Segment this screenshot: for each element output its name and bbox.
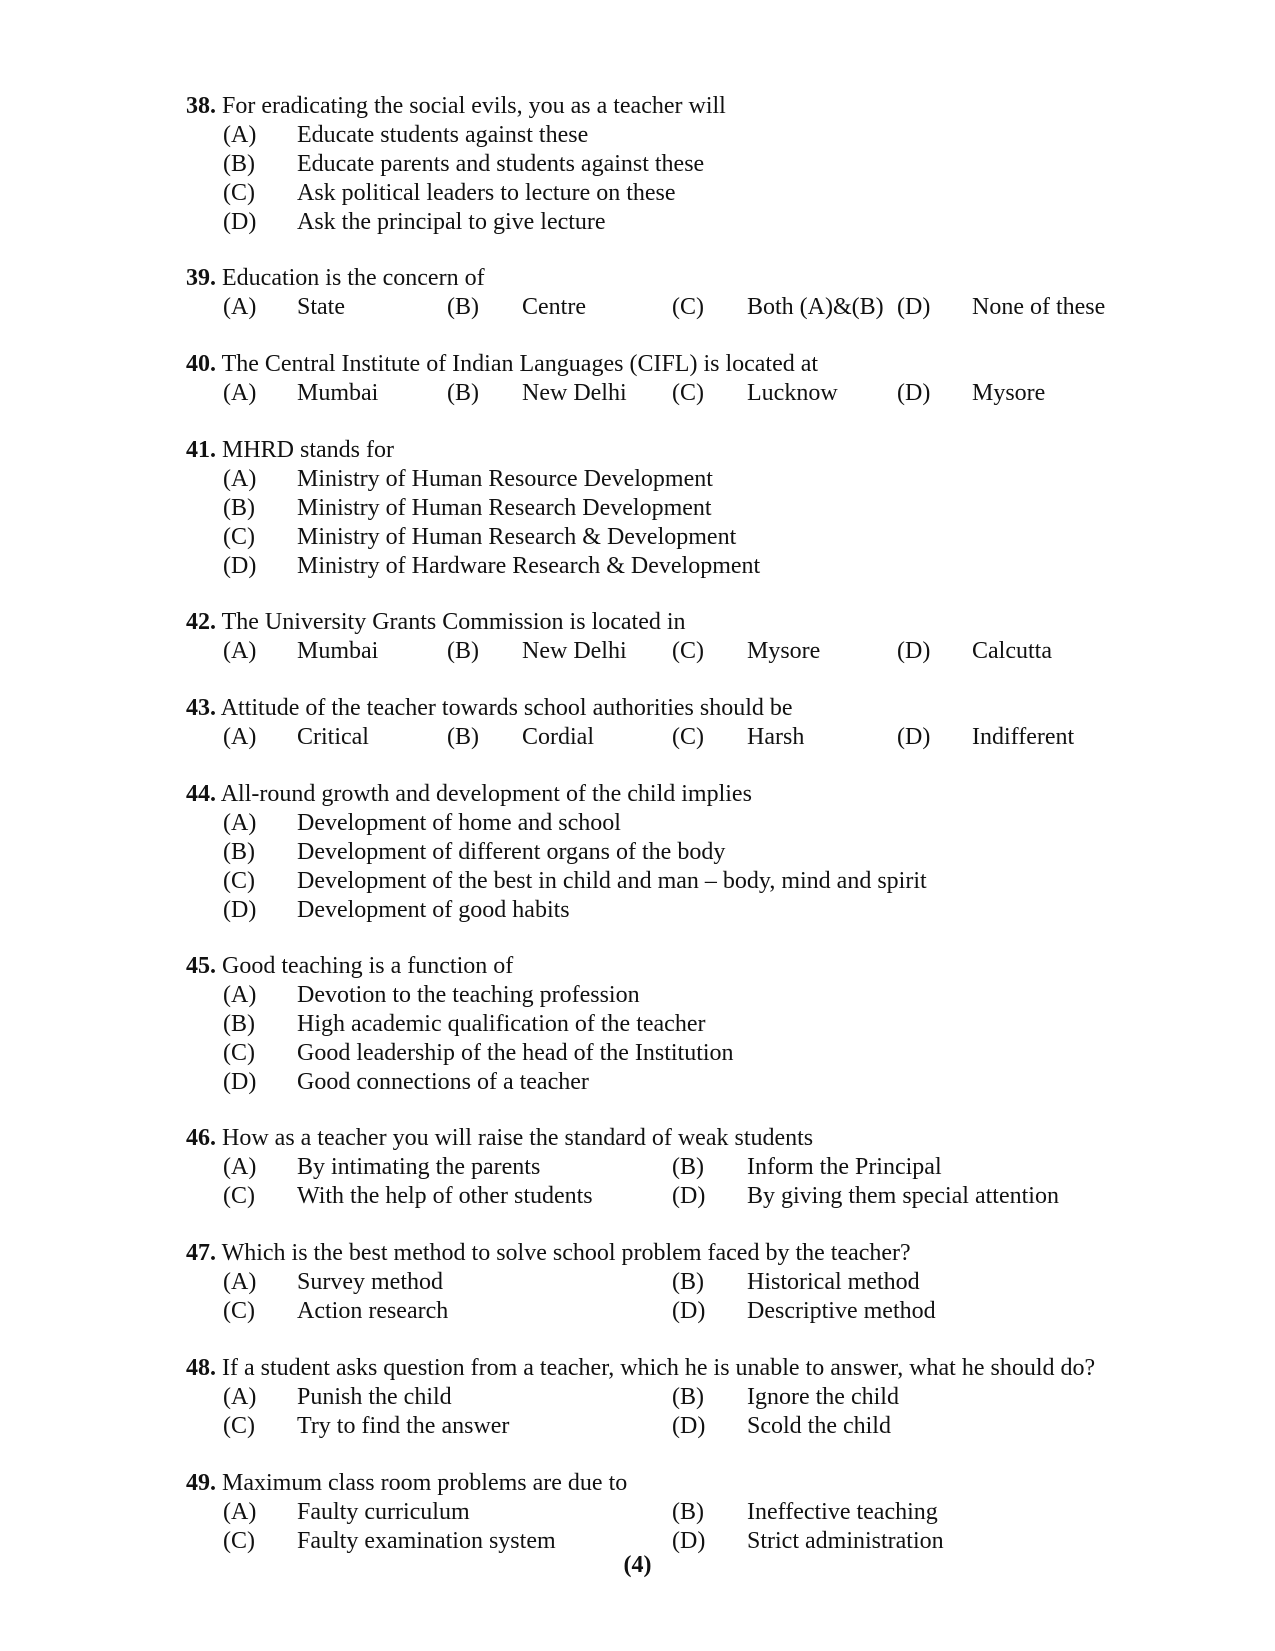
options-row xyxy=(186,293,1246,322)
option-label: (B) xyxy=(223,839,255,865)
option-label: (D) xyxy=(897,380,931,406)
option-label: (A) xyxy=(223,810,257,836)
option-label: (A) xyxy=(223,1154,257,1180)
option-text: Educate students against these xyxy=(297,122,589,148)
option-text: New Delhi xyxy=(522,380,627,406)
option-text: Mysore xyxy=(972,380,1046,406)
option-text: Devotion to the teaching profession xyxy=(297,982,640,1008)
question-45 xyxy=(186,952,1246,1097)
option-label: (A) xyxy=(223,294,257,320)
option-label: (A) xyxy=(223,724,257,750)
question-text: MHRD stands for xyxy=(222,437,394,463)
question-number: 40. xyxy=(186,351,216,377)
option-text: Lucknow xyxy=(747,380,838,406)
option-a xyxy=(186,121,1246,150)
question-49 xyxy=(186,1469,1246,1556)
option-text: High academic qualification of the teacher xyxy=(297,1011,706,1037)
question-number: 49. xyxy=(186,1470,216,1496)
option-text: By giving them special attention xyxy=(747,1183,1059,1209)
option-text: Punish the child xyxy=(297,1384,452,1410)
option-b xyxy=(186,150,1246,179)
options-row xyxy=(186,1297,1246,1326)
option-label: (B) xyxy=(447,638,479,664)
option-label: (D) xyxy=(672,1528,706,1554)
option-text: Cordial xyxy=(522,724,594,750)
question-stem xyxy=(186,1124,1246,1153)
question-stem xyxy=(186,1354,1246,1383)
option-d xyxy=(186,1068,1246,1097)
option-label: (B) xyxy=(447,380,479,406)
option-text: Development of the best in child and man – body, mind and spirit xyxy=(297,868,927,894)
option-label: (B) xyxy=(672,1499,704,1525)
question-number: 45. xyxy=(186,953,216,979)
option-text: Action research xyxy=(297,1298,449,1324)
option-text: Good leadership of the head of the Institution xyxy=(297,1040,734,1066)
option-label: (A) xyxy=(223,1499,257,1525)
question-text: Attitude of the teacher towards school authorities should be xyxy=(220,695,793,721)
option-text: Mumbai xyxy=(297,638,379,664)
option-text: Ministry of Hardware Research & Development xyxy=(297,553,761,579)
option-text: Harsh xyxy=(747,724,805,750)
option-text: Development of home and school xyxy=(297,810,621,836)
option-d xyxy=(186,208,1246,237)
option-label: (C) xyxy=(223,1298,255,1324)
option-text: Descriptive method xyxy=(747,1298,936,1324)
option-text: Survey method xyxy=(297,1269,443,1295)
option-label: (C) xyxy=(223,1040,255,1066)
options-row xyxy=(186,723,1246,752)
question-stem xyxy=(186,264,1246,293)
option-label: (B) xyxy=(447,294,479,320)
question-stem xyxy=(186,350,1246,379)
question-number: 43. xyxy=(186,695,216,721)
question-number: 41. xyxy=(186,437,216,463)
question-stem xyxy=(186,1239,1246,1268)
option-label: (C) xyxy=(223,1528,255,1554)
question-text: For eradicating the social evils, you as a teacher will xyxy=(222,93,726,119)
option-c xyxy=(186,179,1246,208)
option-label: (D) xyxy=(672,1413,706,1439)
question-number: 48. xyxy=(186,1355,216,1381)
option-label: (B) xyxy=(223,495,255,521)
question-stem xyxy=(186,92,1246,121)
option-label: (C) xyxy=(672,294,704,320)
option-text: State xyxy=(297,294,345,320)
question-number: 39. xyxy=(186,265,216,291)
option-label: (D) xyxy=(223,553,257,579)
question-stem xyxy=(186,1469,1246,1498)
option-label: (A) xyxy=(223,1384,257,1410)
option-label: (C) xyxy=(223,524,255,550)
question-stem xyxy=(186,694,1246,723)
option-text: Strict administration xyxy=(747,1528,944,1554)
question-text: If a student asks question from a teacher, which he is unable to answer, what he should do? xyxy=(222,1355,1096,1381)
options-row xyxy=(186,1268,1246,1297)
option-label: (A) xyxy=(223,122,257,148)
page-number: (4) xyxy=(623,1552,652,1578)
option-b xyxy=(186,1010,1246,1039)
option-text: Ministry of Human Research Development xyxy=(297,495,712,521)
question-48 xyxy=(186,1354,1246,1441)
option-label: (C) xyxy=(672,724,704,750)
option-label: (A) xyxy=(223,380,257,406)
option-label: (B) xyxy=(672,1384,704,1410)
option-text: Faulty examination system xyxy=(297,1528,556,1554)
option-d xyxy=(186,896,1246,925)
question-number: 44. xyxy=(186,781,216,807)
options-row xyxy=(186,1412,1246,1441)
question-text: The University Grants Commission is located in xyxy=(221,609,686,635)
question-stem xyxy=(186,780,1246,809)
option-label: (C) xyxy=(223,868,255,894)
option-a xyxy=(186,981,1246,1010)
option-label: (D) xyxy=(223,209,257,235)
option-text: Both (A)&(B) xyxy=(747,294,884,320)
option-label: (C) xyxy=(223,1413,255,1439)
option-text: Mysore xyxy=(747,638,821,664)
option-text: Inform the Principal xyxy=(747,1154,942,1180)
option-label: (D) xyxy=(897,638,931,664)
question-text: Maximum class room problems are due to xyxy=(222,1470,628,1496)
question-text: The Central Institute of Indian Languages (CIFL) is located at xyxy=(221,351,819,377)
question-text: Education is the concern of xyxy=(222,265,485,291)
question-number: 38. xyxy=(186,93,216,119)
option-text: Calcutta xyxy=(972,638,1052,664)
question-stem xyxy=(186,608,1246,637)
option-text: Development of good habits xyxy=(297,897,570,923)
option-label: (B) xyxy=(223,151,255,177)
option-text: Mumbai xyxy=(297,380,379,406)
question-47 xyxy=(186,1239,1246,1326)
option-text: Ministry of Human Resource Development xyxy=(297,466,713,492)
question-42 xyxy=(186,608,1246,666)
question-stem xyxy=(186,952,1246,981)
option-a xyxy=(186,465,1246,494)
question-39 xyxy=(186,264,1246,322)
option-text: With the help of other students xyxy=(297,1183,593,1209)
option-label: (D) xyxy=(223,1069,257,1095)
question-46 xyxy=(186,1124,1246,1211)
option-text: Historical method xyxy=(747,1269,920,1295)
question-text: Which is the best method to solve school problem faced by the teacher? xyxy=(221,1240,911,1266)
question-number: 46. xyxy=(186,1125,216,1151)
options-row xyxy=(186,637,1246,666)
option-label: (B) xyxy=(223,1011,255,1037)
option-label: (C) xyxy=(223,1183,255,1209)
options-row xyxy=(186,1383,1246,1412)
option-label: (D) xyxy=(672,1183,706,1209)
option-c xyxy=(186,1039,1246,1068)
question-text: How as a teacher you will raise the standard of weak students xyxy=(222,1125,814,1151)
option-label: (D) xyxy=(897,294,931,320)
option-text: By intimating the parents xyxy=(297,1154,541,1180)
options-row xyxy=(186,1182,1246,1211)
options-row xyxy=(186,379,1246,408)
option-text: Try to find the answer xyxy=(297,1413,510,1439)
question-number: 42. xyxy=(186,609,216,635)
option-text: Good connections of a teacher xyxy=(297,1069,589,1095)
question-44 xyxy=(186,780,1246,925)
question-43 xyxy=(186,694,1246,752)
option-label: (B) xyxy=(672,1154,704,1180)
option-text: Ignore the child xyxy=(747,1384,899,1410)
question-38 xyxy=(186,92,1246,237)
option-label: (A) xyxy=(223,982,257,1008)
option-text: Ask the principal to give lecture xyxy=(297,209,606,235)
option-text: Scold the child xyxy=(747,1413,891,1439)
option-text: Ineffective teaching xyxy=(747,1499,938,1525)
question-text: Good teaching is a function of xyxy=(222,953,514,979)
option-b xyxy=(186,494,1246,523)
option-label: (B) xyxy=(447,724,479,750)
option-text: Indifferent xyxy=(972,724,1075,750)
question-40 xyxy=(186,350,1246,408)
option-label: (D) xyxy=(897,724,931,750)
option-label: (A) xyxy=(223,1269,257,1295)
option-label: (D) xyxy=(223,897,257,923)
option-b xyxy=(186,838,1246,867)
question-number: 47. xyxy=(186,1240,216,1266)
option-text: Educate parents and students against these xyxy=(297,151,705,177)
option-text: None of these xyxy=(972,294,1106,320)
question-41 xyxy=(186,436,1246,581)
option-label: (D) xyxy=(672,1298,706,1324)
option-c xyxy=(186,523,1246,552)
option-d xyxy=(186,552,1246,581)
option-label: (C) xyxy=(672,380,704,406)
option-text: New Delhi xyxy=(522,638,627,664)
option-c xyxy=(186,867,1246,896)
option-text: Faulty curriculum xyxy=(297,1499,470,1525)
option-a xyxy=(186,809,1246,838)
option-label: (C) xyxy=(223,180,255,206)
option-text: Critical xyxy=(297,724,369,750)
option-label: (A) xyxy=(223,638,257,664)
options-row xyxy=(186,1153,1246,1182)
option-text: Development of different organs of the body xyxy=(297,839,726,865)
option-text: Ministry of Human Research & Development xyxy=(297,524,737,550)
options-row xyxy=(186,1498,1246,1527)
option-label: (B) xyxy=(672,1269,704,1295)
question-stem xyxy=(186,436,1246,465)
option-label: (C) xyxy=(672,638,704,664)
option-text: Centre xyxy=(522,294,586,320)
option-text: Ask political leaders to lecture on these xyxy=(297,180,676,206)
option-label: (A) xyxy=(223,466,257,492)
question-text: All-round growth and development of the child implies xyxy=(220,781,752,807)
